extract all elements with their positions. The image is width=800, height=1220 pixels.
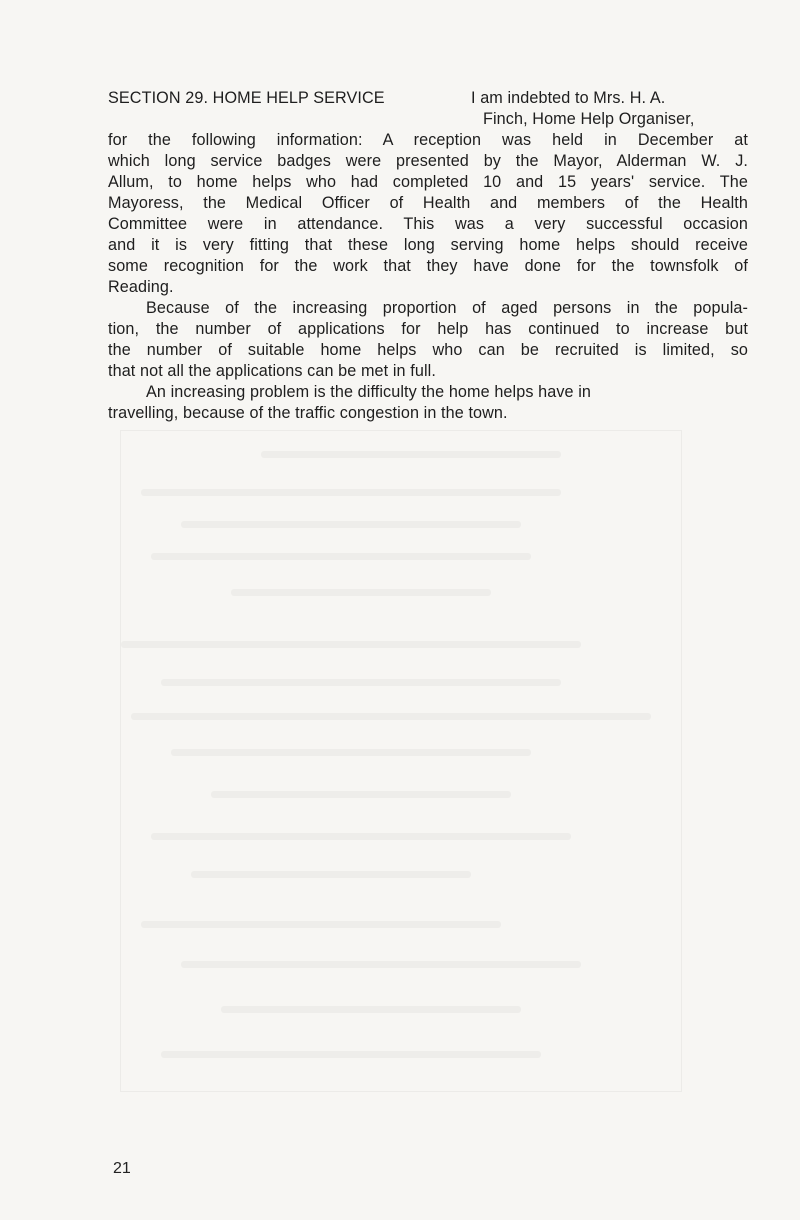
show-through-stroke	[181, 961, 581, 968]
paragraph-line: travelling, because of the traffic congestion in the town.	[108, 404, 508, 422]
show-through-stroke	[141, 921, 501, 928]
show-through-stroke	[121, 641, 581, 648]
paragraph-line: Mayoress, the Medical Officer of Health and members of the Health	[108, 194, 748, 212]
section-heading: SECTION 29. HOME HELP SERVICE	[108, 89, 385, 107]
show-through-stroke	[181, 521, 521, 528]
paragraph-line: Because of the increasing proportion of aged persons in the popula-	[146, 299, 748, 317]
paragraph-line: which long service badges were presented by the Mayor, Alderman W. J.	[108, 152, 748, 170]
paragraph-line: An increasing problem is the difficulty the home helps have in	[146, 383, 592, 401]
paragraph-line: I am indebted to Mrs. H. A.	[471, 89, 666, 107]
show-through-stroke	[171, 749, 531, 756]
show-through-stroke	[221, 1006, 521, 1013]
paragraph-line: Reading.	[108, 278, 174, 296]
document-body	[108, 88, 748, 424]
paragraph-line: some recognition for the work that they have done for the townsfolk of	[108, 257, 748, 275]
page-number: 21	[113, 1160, 131, 1177]
show-through-stroke	[161, 679, 561, 686]
show-through-stroke	[231, 589, 491, 596]
paragraph-line: and it is very fitting that these long serving home helps should receive	[108, 236, 748, 254]
paragraph-line: Allum, to home helps who had completed 10 and 15 years' service. The	[108, 173, 748, 191]
show-through-stroke	[141, 489, 561, 496]
show-through-stroke	[211, 791, 511, 798]
paragraph-line: that not all the applications can be met in full.	[108, 362, 436, 380]
show-through-stroke	[151, 833, 571, 840]
paragraph-line: Finch, Home Help Organiser,	[483, 110, 695, 128]
paragraph-line: for the following information: A reception was held in December at	[108, 131, 748, 149]
show-through-stroke	[261, 451, 561, 458]
show-through-stroke	[131, 713, 651, 720]
paragraph-line: the number of suitable home helps who can be recruited is limited, so	[108, 341, 748, 359]
show-through-area	[120, 430, 682, 1092]
show-through-stroke	[191, 871, 471, 878]
show-through-stroke	[151, 553, 531, 560]
section-heading-line	[108, 88, 748, 109]
paragraph-line: Committee were in attendance. This was a very successful occasion	[108, 215, 748, 233]
paragraph-line: tion, the number of applications for help has continued to increase but	[108, 320, 748, 338]
show-through-stroke	[161, 1051, 541, 1058]
